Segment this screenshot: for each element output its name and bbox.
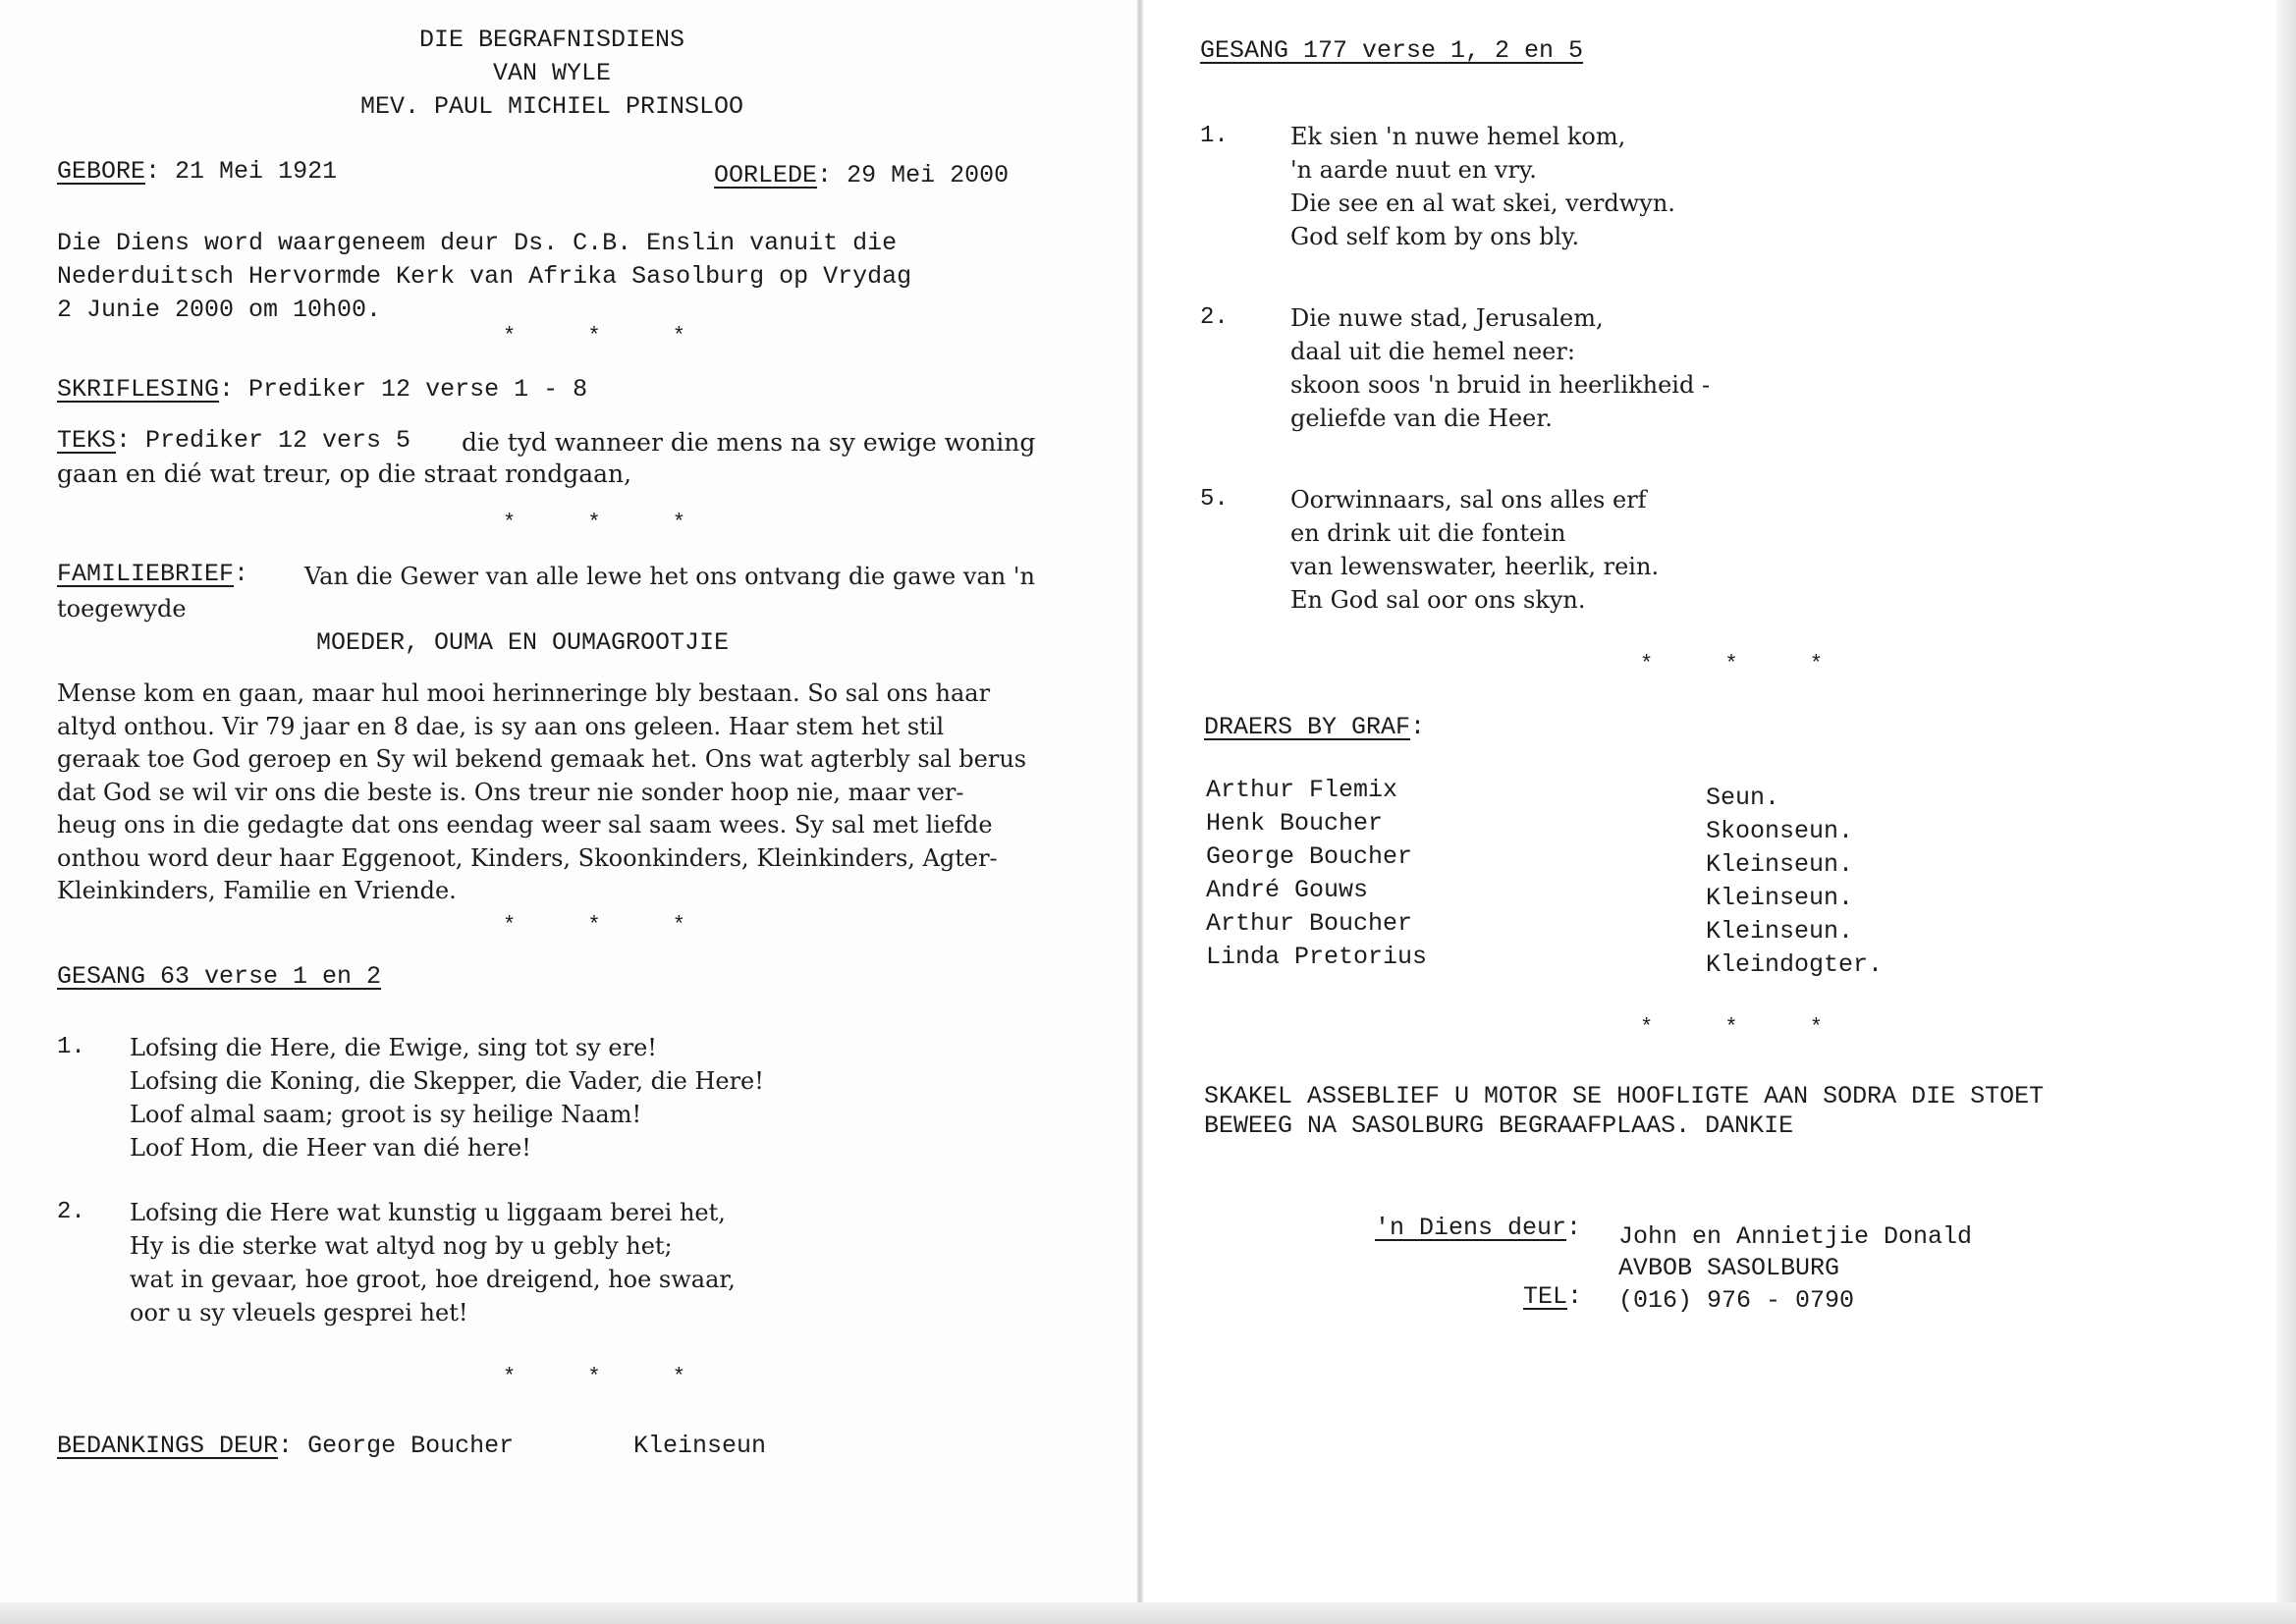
- died-label: OORLEDE: [714, 161, 818, 189]
- letter-line: Mense kom en gaan, maar hul mooi herinneringe bly bestaan. So sal ons haar: [57, 679, 991, 707]
- service-details: [57, 227, 911, 327]
- verse-number: 1.: [1200, 123, 1229, 149]
- thanks-line: [57, 1432, 514, 1460]
- service-by-sep: :: [1566, 1214, 1582, 1242]
- bearer-relation: Seun.: [1706, 784, 1780, 812]
- reading-value: : Prediker 12 verse 1 - 8: [219, 375, 588, 404]
- thanks-relation: Kleinseun: [633, 1432, 767, 1460]
- header-line: MEV. PAUL MICHIEL PRINSLOO: [359, 92, 744, 121]
- page-fold: [1137, 0, 1143, 1624]
- notice-line: SKAKEL ASSEBLIEF U MOTOR SE HOOFLIGTE AAN SODRA DIE STOET: [1204, 1082, 2045, 1110]
- family-letter-body: [57, 677, 1026, 908]
- letter-line: onthou word deur haar Eggenoot, Kinders, Skoonkinders, Kleinkinders, Agter-: [57, 843, 998, 872]
- verse-number: 2.: [1200, 304, 1229, 331]
- verse-line: En God sal oor ons skyn.: [1290, 586, 1586, 614]
- bearer-relation: Kleindogter.: [1706, 950, 1884, 979]
- notice-line: BEWEEG NA SASOLBURG BEGRAAFPLAAS. DANKIE: [1204, 1111, 1794, 1140]
- text-label: TEKS: [57, 426, 117, 455]
- bearer-name: George Boucher: [1206, 842, 1413, 871]
- separator-stars: * * *: [1640, 652, 1853, 677]
- born-date: 21 Mei 1921: [175, 157, 338, 186]
- born-sep: :: [145, 157, 161, 186]
- letter-line: heug ons in die gedagte dat ons eendag weer sal saam wees. Sy sal met liefde: [57, 811, 993, 839]
- hymn-177-verse: [1200, 120, 1675, 253]
- paper-bottom-shadow: [0, 1602, 2296, 1624]
- text-line: [57, 426, 410, 455]
- service-by-provider: [1618, 1221, 1972, 1284]
- letter-line: dat God se wil vir ons die beste is. Ons treur nie sonder hoop nie, maar ver-: [57, 778, 964, 806]
- separator-stars: * * *: [503, 1365, 716, 1389]
- bearer-name: Arthur Flemix: [1206, 776, 1398, 804]
- verse-line: wat in gevaar, hoe groot, hoe dreigend, hoe swaar,: [130, 1266, 736, 1293]
- verse-line: daal uit die hemel neer:: [1290, 338, 1575, 365]
- verse-line: oor u sy vleuels gesprei het!: [130, 1299, 468, 1326]
- separator-stars: * * *: [503, 511, 716, 535]
- bearers-label: DRAERS BY GRAF: [1204, 713, 1411, 741]
- died-line: [714, 161, 1009, 189]
- thanks-sep: :: [278, 1432, 294, 1460]
- header-line: VAN WYLE: [492, 59, 612, 87]
- verse-line: Lofsing die Here wat kunstig u liggaam berei het,: [130, 1199, 726, 1226]
- service-line: 2 Junie 2000 om 10h00.: [57, 296, 382, 324]
- letter-line: altyd onthou. Vir 79 jaar en 8 dae, is sy aan ons geleen. Haar stem het stil: [57, 712, 945, 740]
- verse-line: Hy is die sterke wat altyd nog by u gebly het;: [130, 1232, 673, 1260]
- hymn-177-verse: [1200, 301, 1710, 435]
- verse-line: Ek sien 'n nuwe hemel kom,: [1290, 123, 1626, 150]
- reading-line: [57, 375, 587, 404]
- text-quote: die tyd wanneer die mens na sy ewige woning: [462, 428, 1036, 457]
- verse-line: Oorwinnaars, sal ons alles erf: [1290, 486, 1647, 514]
- bearer-relation: Kleinseun.: [1706, 850, 1854, 879]
- provider-name: John en Annietjie Donald: [1618, 1222, 1973, 1251]
- header-line: DIE BEGRAFNISDIENS: [418, 26, 685, 54]
- verse-line: 'n aarde nuut en vry.: [1290, 156, 1537, 184]
- family-intro-cont: toegewyde: [57, 595, 187, 623]
- separator-stars: * * *: [503, 913, 716, 938]
- bearers-heading: [1204, 713, 1425, 741]
- bearer-name: Henk Boucher: [1206, 809, 1384, 838]
- hymn-63-verse: [57, 1031, 764, 1164]
- provider-company: AVBOB SASOLBURG: [1618, 1254, 1840, 1282]
- verse-line: Die nuwe stad, Jerusalem,: [1290, 304, 1604, 332]
- separator-stars: * * *: [503, 324, 716, 349]
- family-label: FAMILIEBRIEF: [57, 560, 235, 588]
- reading-label: SKRIFLESING: [57, 375, 220, 404]
- letter-line: geraak toe God geroep en Sy wil bekend gemaak het. Ons wat agterbly sal berus: [57, 745, 1027, 773]
- service-header: [257, 24, 847, 124]
- verse-line: God self kom by ons bly.: [1290, 223, 1580, 250]
- headlights-notice: [1204, 1082, 2044, 1141]
- bearers-sep: :: [1410, 713, 1426, 741]
- bearer-name: Arthur Boucher: [1206, 909, 1413, 938]
- verse-line: Loof Hom, die Heer van dié here!: [130, 1134, 531, 1162]
- service-line: Die Diens word waargeneem deur Ds. C.B. Enslin vanuit die: [57, 229, 898, 257]
- hymn-177-title: GESANG 177 verse 1, 2 en 5: [1200, 36, 1584, 65]
- bearer-relation: Kleinseun.: [1706, 884, 1854, 912]
- text-value: : Prediker 12 vers 5: [116, 426, 411, 455]
- born-label: GEBORE: [57, 157, 146, 186]
- tel-label: TEL: [1523, 1282, 1568, 1311]
- verse-number: 1.: [57, 1034, 85, 1060]
- verse-line: geliefde van die Heer.: [1290, 405, 1553, 432]
- letter-line: Kleinkinders, Familie en Vriende.: [57, 877, 457, 904]
- died-date: 29 Mei 2000: [847, 161, 1010, 189]
- family-sep: :: [234, 560, 249, 588]
- tel-number: (016) 976 - 0790: [1618, 1286, 1855, 1315]
- tel-sep: :: [1567, 1282, 1583, 1311]
- bearer-name: André Gouws: [1206, 876, 1369, 904]
- verse-number: 5.: [1200, 486, 1229, 513]
- family-heading: MOEDER, OUMA EN OUMAGROOTJIE: [316, 628, 730, 657]
- thanks-name: George Boucher: [307, 1432, 515, 1460]
- family-letter-line: [57, 560, 248, 588]
- verse-line: en drink uit die fontein: [1290, 519, 1566, 547]
- born-line: [57, 157, 337, 186]
- service-by-label-line: [1375, 1214, 1581, 1242]
- separator-stars: * * *: [1640, 1015, 1853, 1040]
- thanks-label: BEDANKINGS DEUR: [57, 1432, 279, 1460]
- hymn-63-title: GESANG 63 verse 1 en 2: [57, 962, 382, 991]
- hymn-63-verse: [57, 1196, 736, 1329]
- text-quote: gaan en dié wat treur, op die straat rondgaan,: [57, 460, 632, 488]
- verse-line: skoon soos 'n bruid in heerlikheid -: [1290, 371, 1711, 399]
- bearer-relation: Kleinseun.: [1706, 917, 1854, 946]
- bearer-name: Linda Pretorius: [1206, 943, 1428, 971]
- bearers-relations: [1706, 782, 1883, 982]
- bearers-names: [1206, 774, 1427, 974]
- family-intro: Van die Gewer van alle lewe het ons ontvang die gawe van 'n: [304, 563, 1035, 590]
- verse-line: van lewenswater, heerlik, rein.: [1290, 553, 1660, 580]
- died-sep: :: [817, 161, 833, 189]
- hymn-177-verse: [1200, 483, 1659, 617]
- bearer-relation: Skoonseun.: [1706, 817, 1854, 845]
- paper-edge-shadow: [2276, 0, 2296, 1624]
- verse-line: Die see en al wat skei, verdwyn.: [1290, 189, 1675, 217]
- verse-line: Lofsing die Koning, die Skepper, die Vader, die Here!: [130, 1067, 764, 1095]
- verse-line: Lofsing die Here, die Ewige, sing tot sy ere!: [130, 1034, 657, 1061]
- tel-label-line: [1523, 1282, 1582, 1311]
- verse-number: 2.: [57, 1199, 85, 1225]
- service-line: Nederduitsch Hervormde Kerk van Afrika Sasolburg op Vrydag: [57, 262, 912, 291]
- service-by-label: 'n Diens deur: [1375, 1214, 1567, 1242]
- verse-line: Loof almal saam; groot is sy heilige Naam!: [130, 1101, 642, 1128]
